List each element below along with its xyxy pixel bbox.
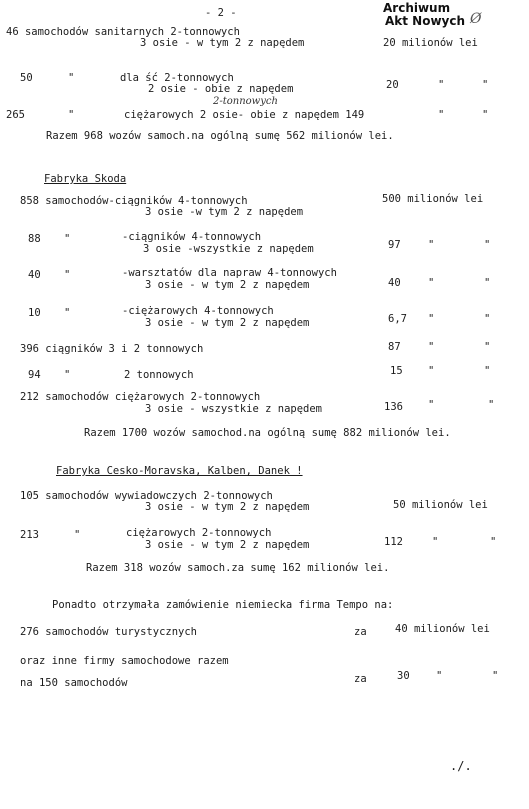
stamp-line-2: Akt Nowych	[385, 13, 466, 28]
s1-r3-ditto: "	[68, 109, 75, 121]
s2-r3-value: 40	[388, 277, 401, 289]
s2-r4-ditto-3: "	[484, 313, 491, 325]
s2-r4-line-b: 3 osie - w tym 2 z napędem	[145, 317, 310, 329]
s2-r7-ditto-3: "	[488, 399, 495, 411]
s2-r2-line-b: 3 osie -wszystkie z napędem	[143, 243, 314, 255]
s1-r2-ditto-2: "	[438, 79, 445, 91]
s2-r6-qty: 94	[28, 369, 41, 381]
s3-r2-qty: 213	[20, 529, 39, 541]
s3-r1-line-a: 105 samochodów wywiadowczych 2-tonnowych	[20, 490, 273, 502]
s3-r2-line-b: 3 osie - w tym 2 z napędem	[145, 539, 310, 551]
s4-r3-line-a: na 150 samochodów	[20, 677, 128, 689]
s2-r3-ditto-3: "	[484, 277, 491, 289]
s2-r4-ditto-2: "	[428, 313, 435, 325]
s1-r1-value: 20 milionów lei	[383, 37, 478, 49]
s2-r7-line-a: 212 samochodów ciężarowych 2-tonnowych	[20, 391, 261, 403]
s1-r2-line-b: 2 osie - obie z napędem	[148, 83, 294, 95]
s2-r6-ditto-3: "	[484, 365, 491, 377]
s2-r4-value: 6,7	[388, 313, 407, 325]
s2-r5-ditto-3: "	[484, 341, 491, 353]
s2-r5-ditto-2: "	[428, 341, 435, 353]
s3-r1-value: 50 milionów lei	[393, 499, 488, 511]
s1-r3-qty: 265	[6, 109, 25, 121]
s2-r3-line-a: -warsztatów dla napraw 4-tonnowych	[122, 267, 337, 279]
s2-r4-qty: 10	[28, 307, 41, 319]
s1-r1-line-a: 46 samochodów sanitarnych 2-tonnowych	[6, 26, 240, 38]
s3-total: Razem 318 wozów samoch.za sumę 162 milionów lei.	[86, 562, 390, 574]
s2-r1-line-b: 3 osie -w tym 2 z napędem	[145, 206, 304, 218]
s2-r3-line-b: 3 osie - w tym 2 z napędem	[145, 279, 310, 291]
s1-r3-ditto-2: "	[438, 109, 445, 121]
handwritten-scribble: Ø	[470, 11, 482, 27]
s1-r2-value: 20	[386, 79, 399, 91]
s2-r2-ditto-2: "	[428, 239, 435, 251]
s2-r6-line-a: 2 tonnowych	[124, 369, 194, 381]
s3-r2-ditto: "	[74, 529, 81, 541]
s2-r2-value: 97	[388, 239, 401, 251]
s4-r3-value: 30	[397, 670, 410, 682]
s3-r1-line-b: 3 osie - w tym 2 z napędem	[145, 501, 310, 513]
s2-r2-qty: 88	[28, 233, 41, 245]
s1-r3-ditto-3: "	[482, 109, 489, 121]
s3-title: Fabryka Cesko-Moravska, Kalben, Danek !	[56, 465, 303, 477]
s2-r2-ditto-3: "	[484, 239, 491, 251]
s2-r3-ditto-2: "	[428, 277, 435, 289]
s2-r2-line-a: -ciągników 4-tonnowych	[122, 231, 262, 243]
s1-r2-ditto: "	[68, 72, 75, 84]
s2-r5-value: 87	[388, 341, 401, 353]
s2-r3-ditto: "	[64, 269, 71, 281]
s3-r2-line-a: ciężarowych 2-tonnowych	[126, 527, 272, 539]
page-number: - 2 -	[205, 7, 237, 19]
s1-r1-line-b: 3 osie - w tym 2 z napędem	[140, 37, 305, 49]
s2-r4-ditto: "	[64, 307, 71, 319]
s1-r2-line-a: dla ść 2-tonnowych	[120, 72, 234, 84]
s3-r2-value: 112	[384, 536, 403, 548]
s2-r6-value: 15	[390, 365, 403, 377]
continuation-mark: ./.	[450, 759, 472, 773]
s2-r6-ditto: "	[64, 369, 71, 381]
s2-r4-line-a: -ciężarowych 4-tonnowych	[122, 305, 274, 317]
s2-r3-qty: 40	[28, 269, 41, 281]
s4-r3-za: za	[354, 673, 367, 685]
s3-r2-ditto-2: "	[432, 536, 439, 548]
stamp-line-1: Archiwum	[383, 1, 451, 15]
s2-title: Fabryka Skoda	[44, 173, 127, 185]
archive-stamp	[383, 2, 465, 27]
s4-r2-line-a: oraz inne firmy samochodowe razem	[20, 655, 229, 667]
s1-r3-line-a: ciężarowych 2 osie- obie z napędem 149	[124, 109, 365, 121]
s3-r2-ditto-3: "	[490, 536, 497, 548]
s2-r6-ditto-2: "	[428, 365, 435, 377]
s4-r1-za: za	[354, 626, 367, 638]
s2-r1-line-a: 858 samochodów-ciągników 4-tonnowych	[20, 195, 248, 207]
s4-r1-line-a: 276 samochodów turystycznych	[20, 626, 198, 638]
s4-intro: Ponadto otrzymała zamówienie niemiecka firma Tempo na:	[52, 599, 394, 611]
s2-r1-value: 500 milionów lei	[382, 193, 484, 205]
s1-r2-ditto-3: "	[482, 79, 489, 91]
s2-r5-line-a: 396 ciągników 3 i 2 tonnowych	[20, 343, 204, 355]
s4-r1-value: 40 milionów lei	[395, 623, 490, 635]
s1-total: Razem 968 wozów samoch.na ogólną sumę 562 milionów lei.	[46, 130, 394, 142]
s2-r2-ditto: "	[64, 233, 71, 245]
s2-r7-line-b: 3 osie - wszystkie z napędem	[145, 403, 323, 415]
s4-r3-ditto-3: "	[492, 670, 499, 682]
s1-r2-qty: 50	[20, 72, 33, 84]
s4-r3-ditto-2: "	[436, 670, 443, 682]
s2-r7-value: 136	[384, 401, 403, 413]
s1-r3-handwritten-note: 2-tonnowych	[213, 96, 278, 107]
s2-r7-ditto-2: "	[428, 399, 435, 411]
s2-total: Razem 1700 wozów samochod.na ogólną sumę 882 milionów lei.	[84, 427, 451, 439]
